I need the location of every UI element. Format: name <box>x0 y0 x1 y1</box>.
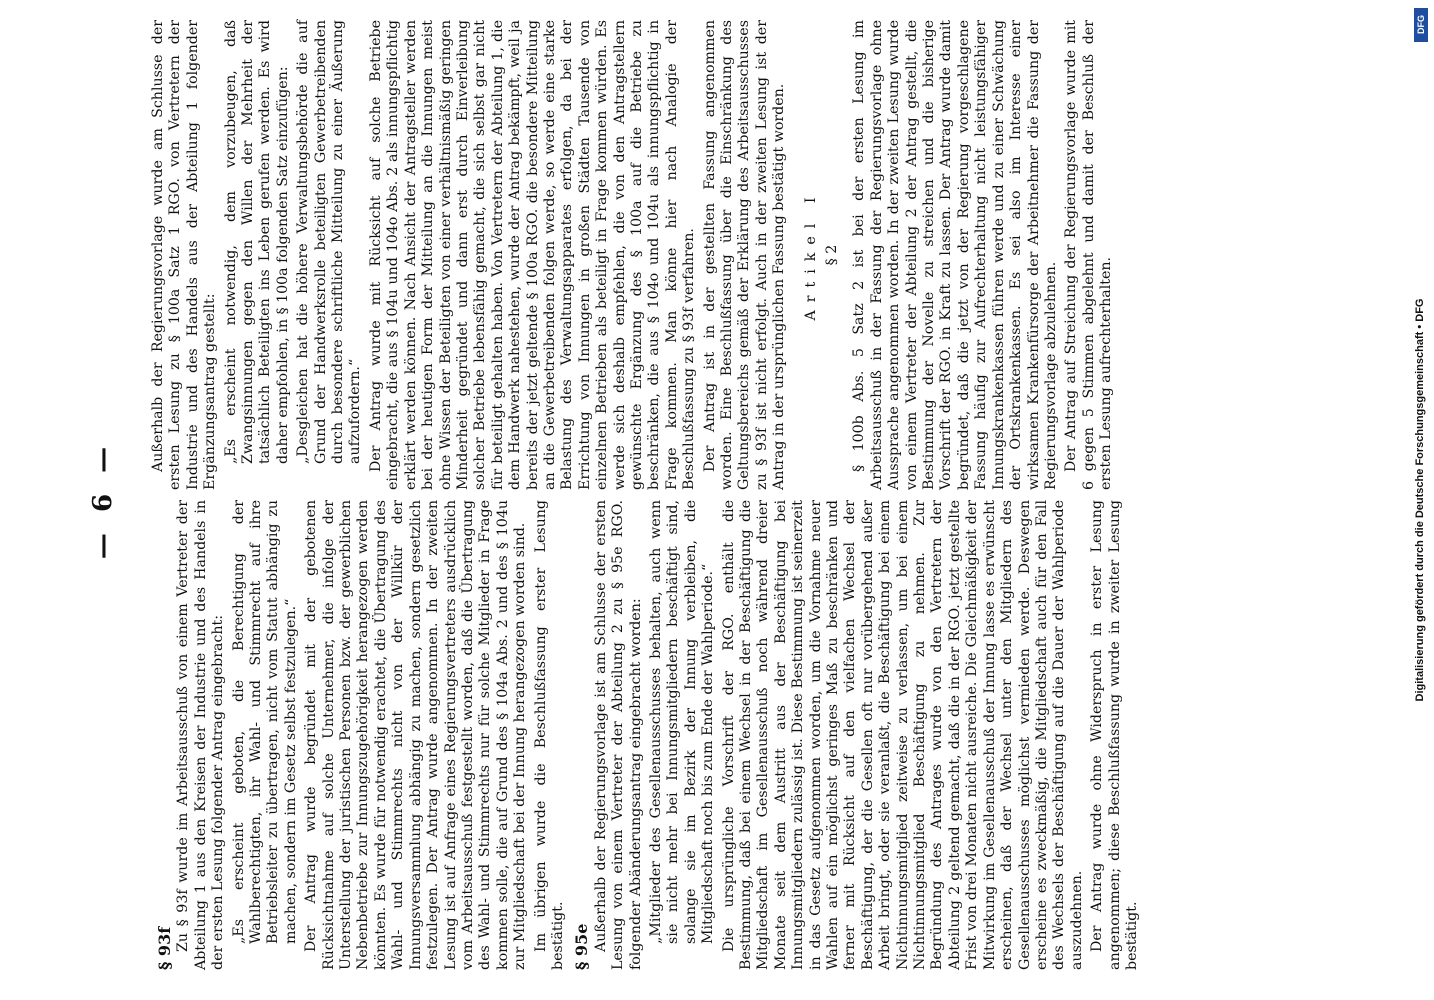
left-column <box>150 500 1144 970</box>
paragraph: § 100b Abs. 5 Satz 2 ist bei der ersten Lesung im Arbeitsausschuß in der Fassung der Regierungsvorlage ohne Aussprache angenommen worden. In der zweiten Lesung wurde von einem Vertreter der Abteilung 2 der Antrag gestellt, die Bestimmung der Novelle zu streichen und die bisherige Vorschrift der RGO. in Kraft zu lassen. Der Antrag wurde damit begründet, daß die jetzt von der Regierung vorgeschlagene Fassung häufig zur Aufrechterhaltung nicht leistungsfähiger Innungskrankenkassen führen werde und zu einer Schwächung der Ortskrankenkassen. Es sei also im Interesse einer wirksamen Krankenfürsorge der Arbeitnehmer die Fassung der Regierungsvorlage abzulehnen. <box>851 20 1059 490</box>
section-heading-95e: § 95e <box>572 923 592 970</box>
paragraph: Der Antrag wurde begründet mit der gebotenen Rücksichtnahme auf solche Unternehmer, die infolge der Unterstellung der juristischen Personen bzw. der gewerblichen Nebenbetriebe zur Innungszugehörigkeit herangezogen werden könnten. Es wurde für notwendig erachtet, die Übertragung des Wahl- und Stimmrechts nicht von der Willkür der Innungsversammlung abhängig zu machen, sondern gesetzlich festzulegen. Der Antrag wurde angenommen. In der zweiten Lesung ist auf Anfrage eines Regierungsvertreters ausdrücklich vom Arbeitsausschuß festgestellt worden, daß die Übertragung des Wahl- und Stimmrechts nur für solche Mitglieder in Frage kommen solle, die auf Grund des § 104a Abs. 2 und des § 104u zur Mitgliedschaft bei der Innung herangezogen worden sind. <box>303 500 529 970</box>
page-number: — 6 — <box>88 440 118 560</box>
digitization-note <box>1412 0 1428 1000</box>
paragraph: Der Antrag wurde ohne Widerspruch in erster Lesung angenommen; diese Beschlußfassung wurde in zweiter Lesung bestätigt. <box>1089 500 1140 970</box>
quote: „Es erscheint notwendig, dem vorzubeugen, daß Zwangsinnungen gegen den Willen der Mehrheit der tatsächlich Beteiligten ins Leben gerufen werden. Es wird daher empfohlen, in § 100a folgenden Satz einzufügen: <box>222 20 291 464</box>
dfg-logo-icon: DFG <box>1414 8 1428 42</box>
quote: „Desgleichen hat die höhere Verwaltungsbehörde die auf Grund der Handwerksrolle beteiligten Gewerbetreibenden durch besondere schriftliche Mitteilung zu einer Äußerung aufzufordern.“ <box>295 20 364 464</box>
paragraph: Der Antrag wurde mit Rücksicht auf solche Betriebe eingebracht, die aus § 104u und 104o Abs. 2 als innungspflichtig erklärt werden können. Nach Ansicht der Antragsteller werden bei der heutigen Form der Mitteilung an die Innungen meist ohne Wissen der Beteiligten von einer verhältnismäßig geringen Minderheit gegründet und dann erst durch Einverleibung solcher Betriebe lebensfähig gemacht, die sich selbst gar nicht für beteiligt gehalten haben. Von Vertretern der Abteilung 1, die dem Handwerk nahestehen, wurde der Antrag bekämpft, weil ja bereits der jetzt geltende § 100a RGO. die besondere Mitteilung an die Gewerbetreibenden folgen werde, so werde eine starke Belastung des Verwaltungsapparates erfolgen, da bei der Errichtung von Innungen in großen Städten Tausende von einzelnen Betrieben als beteiligt in Frage kommen würden. Es werde sich deshalb empfehlen, die von den Antragstellern gewünschte Ergänzung des § 100a auf die Betriebe zu beschränken, die aus § 104o und 104u als innungspflichtig in Frage kommen. Man könne hier nach Analogie der Beschlußfassung zu § 93f verfahren. <box>367 20 698 490</box>
artikel-heading: Artikel I <box>802 189 819 321</box>
paragraph: Außerhalb der Regierungsvorlage wurde am Schlusse der ersten Lesung zu § 100a Satz 1 RGO. von Vertretern der Industrie und des Handels aus der Abteilung 1 folgender Ergänzungsantrag gestellt: <box>150 20 219 490</box>
right-column <box>150 20 1119 490</box>
artikel-subheading: § 2 <box>824 244 841 266</box>
paragraph: Zu § 93f wurde im Arbeitsausschuß von einem Vertreter der Abteilung 1 aus den Kreisen der Industrie und des Handels in der ersten Lesung folgender Antrag eingebracht: <box>175 500 227 970</box>
digitization-note-text: Digitalisierung gefördert durch die Deutsche Forschungsgemeinschaft • DFG <box>1414 298 1426 702</box>
quote: „Mitglieder des Gesellenausschusses behalten, auch wenn sie nicht mehr bei Innungsmitgliedern beschäftigt sind, solange sie im Bezirk der Innung verbleiben, die Mitgliedschaft noch bis zum Ende der Wahlperiode.“ <box>647 500 717 944</box>
paragraph: Im übrigen wurde die Beschlußfassung erster Lesung bestätigt. <box>532 500 566 970</box>
paragraph: Der Antrag auf Streichung der Regierungsvorlage wurde mit 6 gegen 5 Stimmen abgelehnt und damit der Beschluß der ersten Lesung aufrechterhalten. <box>1063 20 1115 490</box>
section-heading-93f: § 93f <box>155 926 174 970</box>
paragraph: Der Antrag ist in der gestellten Fassung angenommen worden. Eine Beschlußfassung über die Einschränkung des Geltungsbereichs gemäß der Erklärung des Arbeitsausschusses zu § 93f ist nicht erfolgt. Auch in der zweiten Lesung ist der Antrag in der ursprünglichen Fassung bestätigt worden. <box>701 20 788 490</box>
quote: „Es erscheint geboten, die Berechtigung der Wahlberechtigten, ihr Wahl- und Stimmrecht auf ihre Betriebsleiter zu übertragen, nicht vom Statut abhängig zu machen, sondern im Gesetz selbst festzulegen.“ <box>230 500 299 944</box>
paragraph: Die ursprüngliche Vorschrift der RGO. enthält die Bestimmung, daß bei einem Wechsel in der Beschäftigung die Mitgliedschaft im Gesellenausschuß noch während dreier Monate seit dem Austritt aus der Beschäftigung bei Innungsmitgliedern zulässig ist. Diese Bestimmung ist seinerzeit in das Gesetz aufgenommen worden, um die Vornahme neuer Wahlen auf ein möglichst geringes Maß zu beschränken und ferner mit Rücksicht auf den vielfachen Wechsel der Beschäftigung, der die Gesellen oft nur vorübergehend außer Arbeit bringt, oder sie veranlaßt, die Beschäftigung bei einem Nichtinnungsmitglied zeitweise zu verlassen, um bei einem Nichtinnungsmitglied Beschäftigung zu nehmen. Zur Begründung des Antrages wurde von den Vertretern der Abteilung 2 geltend gemacht, daß die in der RGO. jetzt gestellte Frist von drei Monaten nicht ausreiche. Die Gleichmäßigkeit der Mitwirkung im Gesellenausschuß der Innung lasse es erwünscht erscheinen, daß der Wechsel unter den Mitgliedern des Gesellenausschusses möglichst vermieden werde. Deswegen erscheine es zweckmäßig, die Mitgliedschaft auch für den Fall des Wechsels der Beschäftigung auf die Dauer der Wahlperiode auszudehnen. <box>720 500 1085 970</box>
paragraph: Außerhalb der Regierungsvorlage ist am Schlusse der ersten Lesung von einem Vertreter der Abteilung 2 zu § 95e RGO. folgender Abänderungsantrag eingebracht worden: <box>592 500 644 970</box>
document-page <box>80 0 1410 1000</box>
